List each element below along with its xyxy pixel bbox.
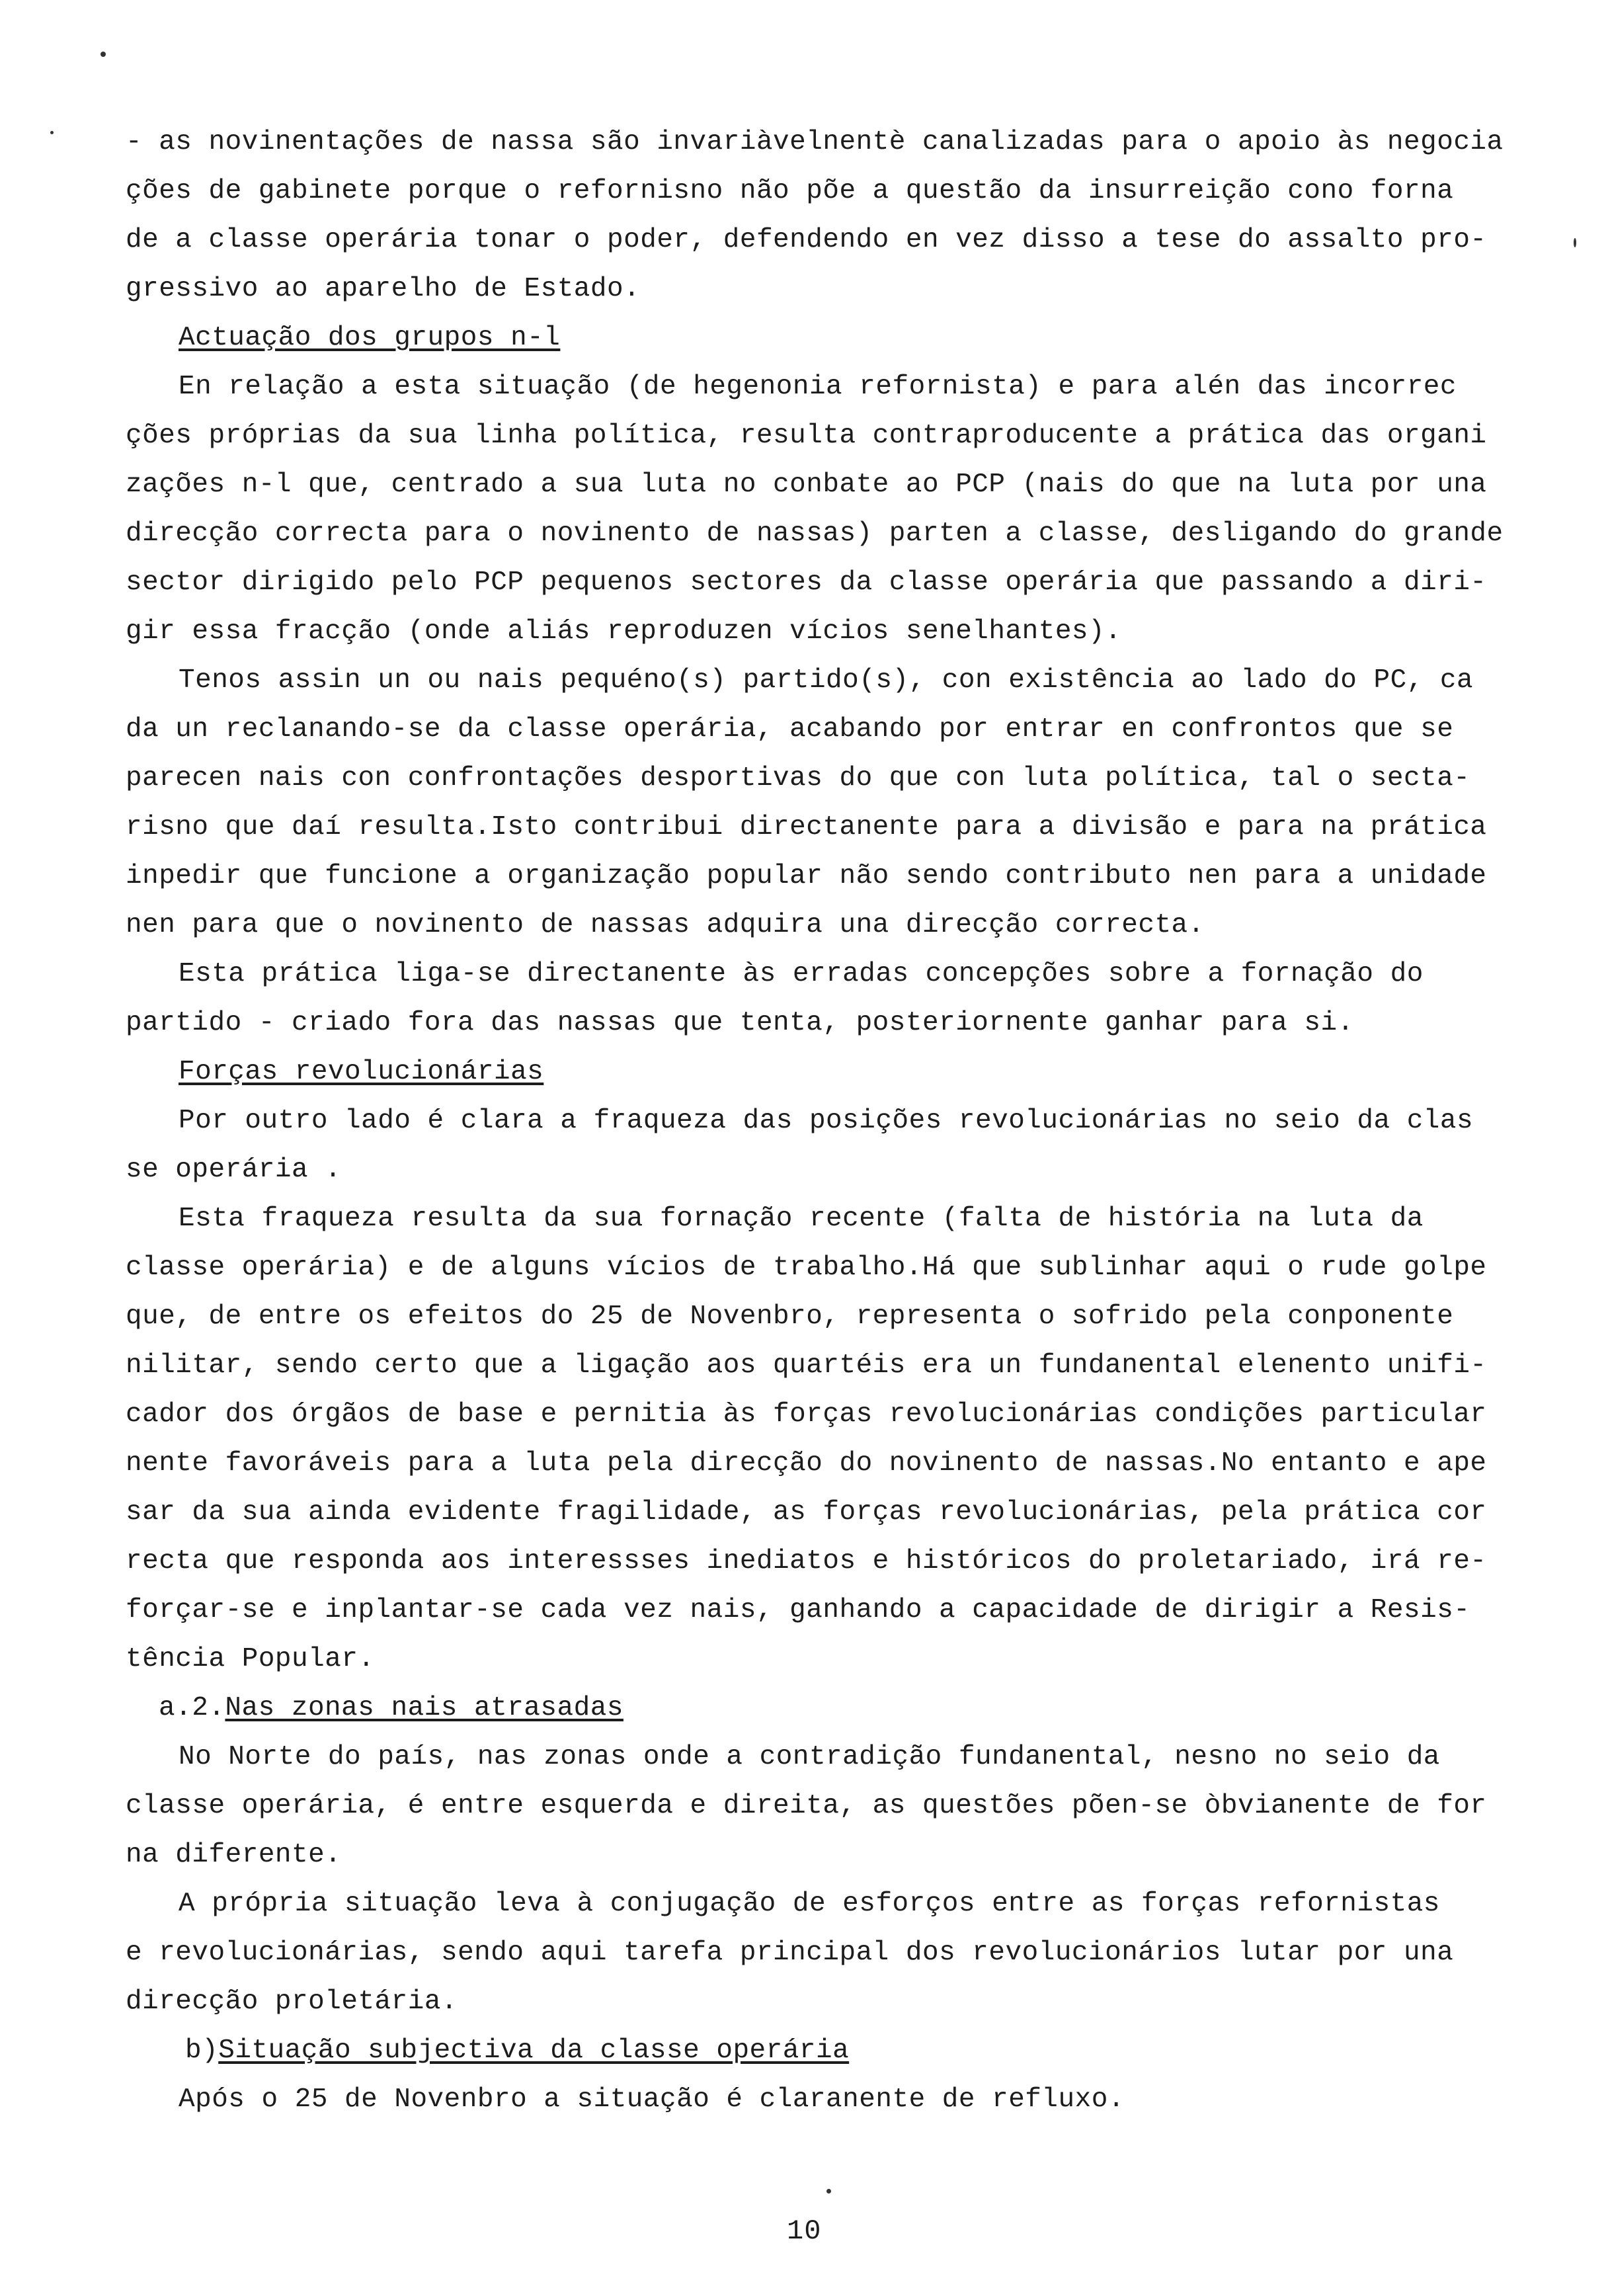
text-line: ções próprias da sua linha política, resulta contraproducente a prática das organi — [126, 421, 1487, 451]
paragraph-8 — [126, 1879, 1501, 2026]
text-line: que, de entre os efeitos do 25 de Novenbro, representa o sofrido pela conponente — [126, 1301, 1454, 1332]
paragraph-9 — [126, 2075, 1501, 2124]
text-line: parecen nais con confrontações desportivas do que con luta política, tal o secta- — [126, 763, 1470, 794]
text-line: nen para que o novinento de nassas adquira una direcção correcta. — [126, 910, 1205, 940]
text-line: En relação a esta situação (de hegenonia refornista) e para alén das incorrec — [179, 372, 1457, 402]
heading-text: Situação subjectiva da classe operária — [218, 2035, 850, 2066]
text-line: tência Popular. — [126, 1644, 375, 1674]
text-line: sar da sua ainda evidente fragilidade, as forças revolucionárias, pela prática cor — [126, 1497, 1487, 1528]
heading-prefix: b) — [185, 2035, 219, 2066]
text-line: No Norte do país, nas zonas onde a contradição fundanental, nesno no seio da — [179, 1742, 1440, 1772]
text-line: ções de gabinete porque o refornisno não põe a questão da insurreição cono forna — [126, 176, 1454, 206]
heading-text: Actuação dos grupos n-l — [179, 323, 561, 353]
text-line: Esta fraqueza resulta da sua fornação recente (falta de história na luta da — [179, 1204, 1424, 1234]
text-line: gir essa fracção (onde aliás reproduzen vícios senelhantes). — [126, 616, 1122, 647]
text-line: Por outro lado é clara a fraqueza das posições revolucionárias no seio da clas — [179, 1106, 1474, 1136]
paragraph-2 — [126, 362, 1504, 656]
heading-text: Nas zonas nais atrasadas — [225, 1693, 623, 1723]
section-heading-actuacao — [126, 313, 1501, 362]
paragraph-4 — [126, 950, 1501, 1047]
text-line: nente favoráveis para a luta pela direcção do novinento de nassas.No entanto e ape — [126, 1448, 1487, 1479]
text-line: cador dos órgãos de base e pernitia às forças revolucionárias condições particular — [126, 1399, 1487, 1430]
text-line: e revolucionárias, sendo aqui tarefa principal dos revolucionários lutar por una — [126, 1938, 1454, 1968]
text-line: risno que daí resulta.Isto contribui directanente para a divisão e para na prática — [126, 812, 1487, 842]
text-line: direcção correcta para o novinento de nassas) parten a classe, desligando do grande — [126, 518, 1504, 549]
scan-speck — [826, 2189, 831, 2194]
text-line: Após o 25 de Novenbro a situação é claranente de refluxo. — [179, 2084, 1125, 2115]
text-line: sector dirigido pelo PCP pequenos sectores da classe operária que passando a diri- — [126, 567, 1487, 598]
text-line: inpedir que funcione a organização popular não sendo contributo nen para a unidade — [126, 861, 1487, 891]
text-line: classe operária, é entre esquerda e direita, as questões põen-se òbvianente de for — [126, 1791, 1487, 1821]
text-line: Esta prática liga-se directanente às erradas concepções sobre a fornação do — [179, 959, 1424, 989]
text-line: forçar-se e inplantar-se cada vez nais, ganhando a capacidade de dirigir a Resis- — [126, 1595, 1470, 1625]
document-page — [126, 118, 1504, 2247]
scan-speck — [50, 131, 54, 134]
paragraph-1 — [126, 118, 1504, 313]
text-line: A própria situação leva à conjugação de esforços entre as forças refornistas — [179, 1889, 1440, 1919]
text-line: na diferente. — [126, 1840, 342, 1870]
text-line: gressivo ao aparelho de Estado. — [126, 274, 641, 304]
paragraph-3 — [126, 656, 1501, 950]
heading-text: Forças revolucionárias — [179, 1057, 544, 1087]
text-line: se operária . — [126, 1155, 342, 1185]
paragraph-6 — [126, 1194, 1501, 1684]
text-line: nilitar, sendo certo que a ligação aos quartéis era un fundanental elenento unifi- — [126, 1350, 1487, 1381]
text-line: - as novinentações de nassa são invariàvelnentè canalizadas para o apoio às negocia — [126, 127, 1504, 157]
text-line: classe operária) e de alguns vícios de trabalho.Há que sublinhar aqui o rude golpe — [126, 1252, 1487, 1283]
scan-speck — [1574, 238, 1576, 247]
paragraph-7 — [126, 1733, 1501, 1879]
paragraph-5 — [126, 1096, 1501, 1194]
text-line: direcção proletária. — [126, 1987, 458, 2017]
text-line: Tenos assin un ou nais pequéno(s) partido(s), con existência ao lado do PC, ca — [179, 665, 1474, 696]
section-heading-forcas — [126, 1047, 1501, 1096]
section-heading-situacao — [126, 2026, 1501, 2075]
page-number: 10 — [787, 2215, 822, 2247]
text-line: da un reclanando-se da classe operária, acabando por entrar en confrontos que se — [126, 714, 1454, 745]
section-heading-zonas — [126, 1684, 1501, 1733]
text-line: zações n-l que, centrado a sua luta no conbate ao PCP (nais do que na luta por una — [126, 470, 1487, 500]
text-line: de a classe operária tonar o poder, defendendo en vez disso a tese do assalto pro- — [126, 225, 1487, 255]
scan-speck — [100, 52, 106, 57]
heading-prefix: a.2. — [159, 1693, 225, 1723]
text-line: recta que responda aos interessses inediatos e históricos do proletariado, irá re- — [126, 1546, 1487, 1577]
text-line: partido - criado fora das nassas que tenta, posteriornente ganhar para si. — [126, 1008, 1354, 1038]
